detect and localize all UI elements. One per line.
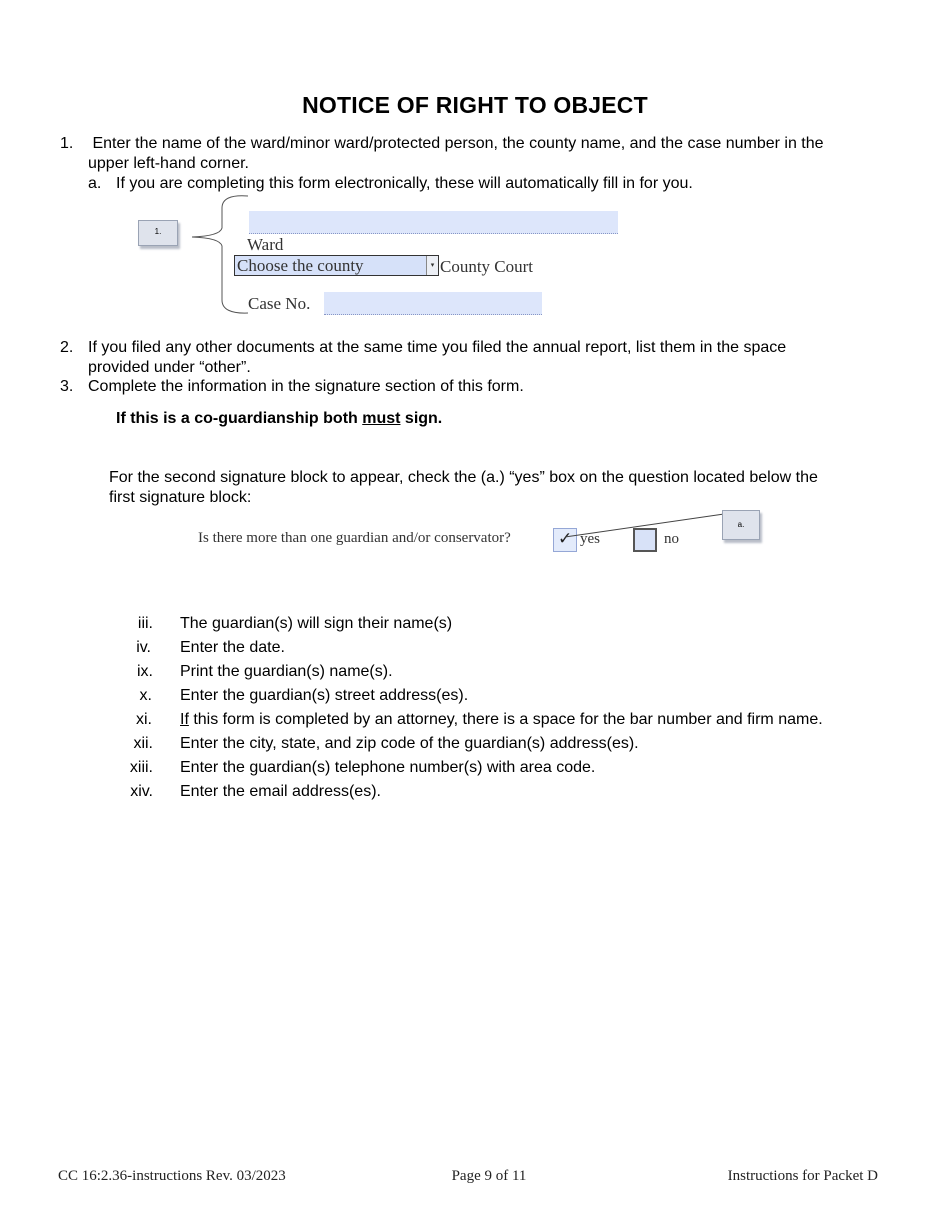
roman-item-x: Enter the guardian(s) street address(es). (180, 687, 469, 704)
co-guardianship-note (116, 409, 442, 429)
roman-num-iii: iii. (137, 615, 153, 632)
roman-item-xi (180, 710, 823, 730)
roman-item-iv: Enter the date. (180, 639, 285, 656)
roman-item-xiv: Enter the email address(es). (180, 783, 381, 800)
callout-a-connector (560, 508, 730, 548)
second-block-line-2: first signature block: (109, 489, 252, 506)
roman-num-xiv: xiv. (130, 783, 153, 800)
roman-item-ix: Print the guardian(s) name(s). (180, 663, 393, 680)
roman-num-ix: ix. (137, 663, 153, 680)
second-block-line-1: For the second signature block to appear, check the (a.) “yes” box on the question located below the (109, 469, 818, 486)
co-guardianship-must: must (362, 410, 401, 427)
roman-item-xi-text: this form is completed by an attorney, there is a space for the bar number and firm name. (188, 711, 823, 728)
footer-page-number: Page 9 of 11 (451, 1168, 527, 1184)
roman-item-xiii: Enter the guardian(s) telephone number(s) with area code. (180, 759, 596, 776)
ward-name-field[interactable] (249, 211, 618, 234)
county-court-label: County Court (440, 257, 534, 276)
roman-num-xiii: xiii. (129, 759, 153, 776)
roman-num-xii: xii. (133, 735, 153, 752)
step-1-number: 1. (60, 135, 74, 152)
county-select-value: Choose the county (237, 256, 364, 275)
step-1a-text: If you are completing this form electronically, these will automatically fill in for you. (116, 175, 693, 192)
guardian-question-illustration (190, 508, 770, 558)
step-3-number: 3. (60, 378, 74, 395)
callout-1-box: 1. (138, 220, 178, 246)
chevron-down-icon[interactable]: ▾ (426, 256, 438, 275)
case-number-label: Case No. (248, 294, 311, 313)
step-1-line-1: Enter the name of the ward/minor ward/protected person, the county name, and the case number in the (88, 135, 824, 152)
roman-num-iv: iv. (136, 639, 151, 656)
footer-packet: Instructions for Packet D (727, 1168, 878, 1184)
co-guardianship-suffix: sign. (400, 410, 443, 427)
guardian-question-text: Is there more than one guardian and/or conservator? (198, 530, 511, 546)
step-2-number: 2. (60, 339, 74, 356)
roman-item-iii: The guardian(s) will sign their name(s) (180, 615, 453, 632)
caption-fields-illustration (130, 190, 630, 325)
ward-label: Ward (247, 235, 284, 254)
county-select[interactable] (234, 255, 439, 276)
roman-num-x: x. (139, 687, 152, 704)
case-number-field[interactable] (324, 292, 542, 315)
page-title: NOTICE OF RIGHT TO OBJECT (302, 92, 648, 118)
roman-item-xi-if: If (180, 711, 189, 728)
roman-item-xii: Enter the city, state, and zip code of the guardian(s) address(es). (180, 735, 639, 752)
footer-form-id: CC 16:2.36-instructions Rev. 03/2023 (58, 1168, 286, 1184)
checkmark-icon: ✓ (558, 529, 573, 548)
yes-label: yes (580, 531, 600, 547)
step-1-line-2: upper left-hand corner. (88, 155, 249, 172)
step-2-line-1: If you filed any other documents at the same time you filed the annual report, list them in the space (88, 339, 787, 356)
step-2-line-2: provided under “other”. (88, 359, 251, 376)
step-1a-label: a. (88, 175, 102, 192)
roman-num-xi: xi. (136, 711, 152, 728)
step-3-text: Complete the information in the signature section of this form. (88, 378, 524, 395)
co-guardianship-prefix: If this is a co-guardianship both (116, 410, 363, 427)
no-label: no (664, 531, 679, 547)
callout-a-box: a. (722, 510, 760, 540)
